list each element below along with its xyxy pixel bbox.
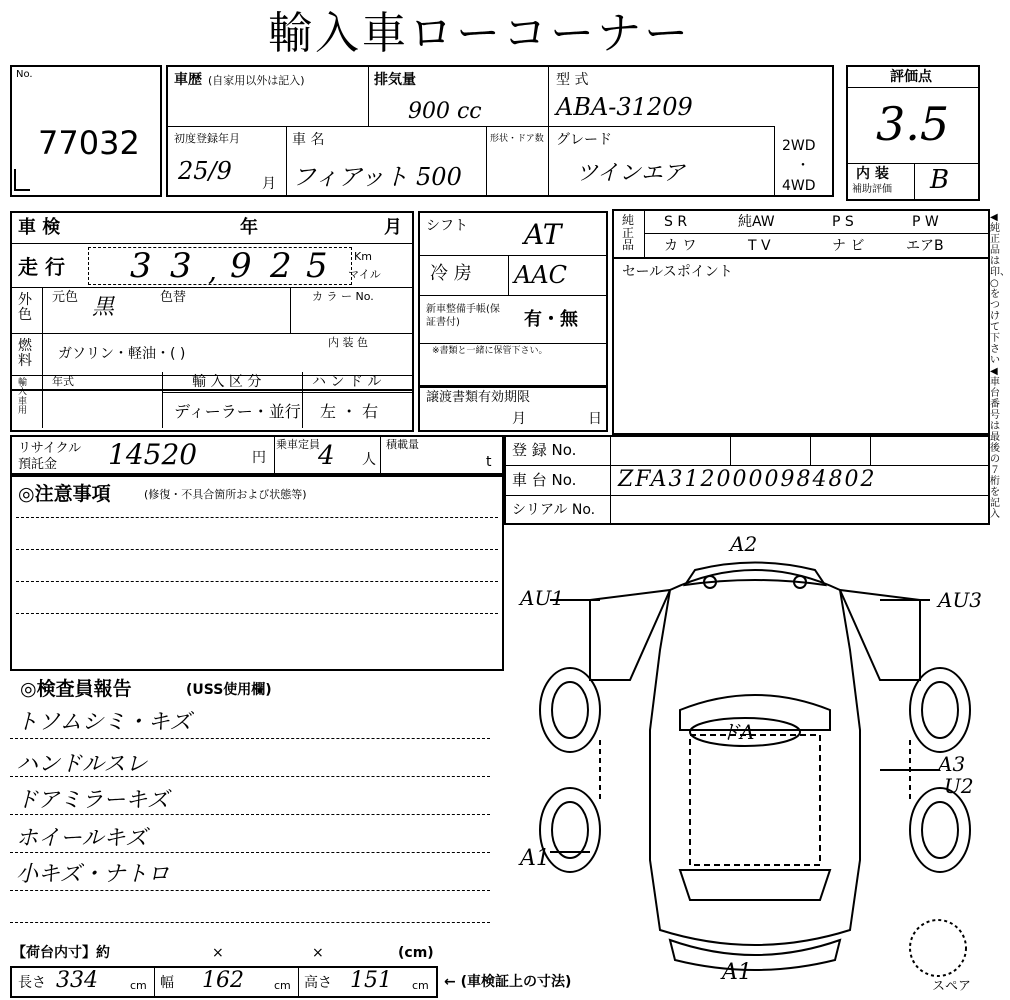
equip-aw: 純AW (738, 214, 775, 230)
chassis-no-label: 車 台 No. (512, 471, 577, 489)
score-box (846, 65, 980, 201)
score-label: 評価点 (890, 69, 932, 85)
first-reg-value: 25/9 (178, 157, 232, 185)
damage-label-a3: A3 (938, 752, 966, 776)
inspector-title: ◎検査員報告 (20, 678, 132, 700)
equip-kawa: カ ワ (664, 238, 697, 254)
ac-label: 冷 房 (430, 263, 472, 284)
shift-box (418, 211, 608, 387)
first-reg-unit: 月 (262, 176, 276, 192)
orig-color-value: 黒 (92, 295, 115, 320)
car-name-label: 車 名 (292, 132, 325, 148)
mileage-digit-1: 3 (130, 246, 152, 286)
color-no-label: カ ラ ー No. (312, 290, 374, 303)
mileage-unit-mile: マイル (348, 268, 381, 281)
doc-label: 譲渡書類有効期限 (426, 390, 531, 405)
cargo-x2: × (312, 945, 324, 961)
grade-label: グレード (556, 132, 612, 148)
load-unit: t (486, 454, 492, 470)
equip-ps: P S (832, 214, 854, 230)
lot-number-value: 77032 (38, 124, 140, 162)
damage-label-a1-side: A1 (520, 846, 550, 871)
drive-2wd: 2WD (782, 138, 816, 154)
ext-color-label: 外色 (18, 292, 32, 324)
dims-note: ← (車検証上の寸法) (444, 974, 572, 990)
interior-sub: 補助評価 (852, 184, 892, 195)
service-label: 新車整備手帳(保証書付) (426, 304, 500, 328)
color-change-label: 色替 (160, 290, 187, 305)
grade-value: ツインエア (576, 161, 685, 186)
ac-value: AAC (514, 261, 568, 289)
car-name-value: フィアット 500 (292, 163, 462, 191)
model-label: 型 式 (556, 72, 589, 88)
reg-no-label: 登 録 No. (512, 441, 577, 459)
equipment-box (612, 209, 990, 259)
mileage-digit-2: 3 (170, 246, 192, 286)
load-label: 積載量 (386, 438, 419, 451)
equip-sr: S R (664, 214, 688, 230)
doc-day: 日 (588, 411, 602, 427)
caution-title: ◎注意事項 (18, 483, 111, 505)
height-label: 高さ (304, 975, 332, 991)
lot-number-box (10, 65, 162, 197)
equip-tv: T V (748, 238, 771, 254)
report-line-4: ホイールキズ (16, 826, 148, 851)
damage-label-a1-rear: A1 (722, 960, 752, 985)
width-label: 幅 (160, 975, 174, 991)
history-label: 車歴 (174, 72, 202, 88)
mileage-digit-3: 9 (230, 246, 252, 286)
history-note: (自家用以外は記入) (208, 74, 305, 87)
shift-value: AT (524, 218, 562, 251)
damage-label-au3: AU3 (938, 588, 983, 612)
capacity-value: 4 (318, 441, 335, 471)
mileage-digit-5: 5 (306, 246, 328, 286)
shaken-label: 車 検 (18, 217, 61, 238)
doc-box (418, 386, 608, 432)
car-body (650, 570, 860, 945)
registration-box (504, 435, 990, 525)
shape-label: 形状・ドア数 (490, 134, 544, 144)
shaken-year: 年 (240, 217, 258, 238)
recycle-box (10, 435, 504, 475)
spare-label: スペア (932, 979, 972, 994)
capacity-label: 乗車定員 (276, 438, 320, 451)
interior-value: B (930, 165, 950, 195)
year-type-label: 年式 (52, 375, 74, 388)
length-unit: cm (130, 979, 147, 992)
length-label: 長さ (18, 975, 46, 991)
interior-color-label: 内 装 色 (328, 336, 368, 349)
damage-label-roof: ドA (720, 720, 755, 744)
dims-box (10, 966, 438, 998)
damage-label-au1: AU1 (520, 586, 565, 610)
recycle-label: リサイクル預託金 (18, 441, 82, 472)
score-value: 3.5 (876, 97, 950, 151)
service-note: ※書類と一緒に保管下さい。 (432, 346, 548, 356)
equip-navi: ナ ビ (832, 238, 865, 254)
cargo-label: 【荷台内寸】約 (12, 945, 110, 961)
orig-color-label: 元色 (52, 290, 79, 305)
capacity-unit: 人 (362, 452, 376, 468)
lot-number-label: No. (16, 69, 33, 80)
chassis-no-value: ZFA3120000984802 (618, 467, 877, 492)
doc-month: 月 (512, 411, 526, 427)
sales-point-label: セールスポイント (622, 264, 733, 280)
caution-sub: (修復・不具合箇所および状態等) (144, 488, 307, 501)
import-box (10, 372, 414, 432)
sales-point-box (612, 257, 990, 435)
fuel-label: 燃料 (18, 338, 32, 370)
serial-no-label: シリアル No. (512, 502, 596, 518)
vehicle-info-box (166, 65, 834, 197)
width-value: 162 (202, 968, 244, 993)
cargo-cm: (cm) (398, 945, 434, 961)
mileage-comma: , (208, 254, 217, 287)
drive-4wd: 4WD (782, 178, 816, 194)
model-value: ABA-31209 (556, 93, 693, 121)
displacement-value: 900 cc (408, 99, 482, 124)
report-line-2: ハンドルスレ (16, 752, 148, 777)
cargo-x1: × (212, 945, 224, 961)
import-label: 輸入車用 (18, 378, 28, 417)
report-line-3: ドアミラーキズ (16, 788, 169, 813)
mileage-unit-km: Km (354, 250, 372, 263)
recycle-unit: 円 (252, 450, 266, 466)
damage-label-u2: U2 (944, 774, 974, 798)
shaken-month: 月 (384, 217, 402, 238)
equip-airbag: エアB (906, 238, 944, 254)
report-line-1: トソムシミ・キズ (16, 710, 192, 735)
first-reg-label: 初度登録年月 (174, 132, 240, 145)
damage-label-a2: A2 (730, 532, 758, 556)
inspector-sub: (USS使用欄) (186, 682, 272, 698)
mileage-label: 走 行 (18, 255, 65, 279)
width-unit: cm (274, 979, 291, 992)
report-line-5: 小キズ・ナトロ (16, 862, 170, 887)
displacement-label: 排気量 (374, 72, 416, 88)
handle-label: ハ ン ド ル (312, 374, 382, 390)
equip-pw: P W (912, 214, 939, 230)
equip-label: 純正品 (622, 213, 635, 253)
drive-dot: ・ (796, 158, 810, 174)
fuel-value: ガソリン・軽油・( ) (58, 346, 186, 362)
length-value: 334 (56, 968, 98, 993)
handle-value: 左 ・ 右 (320, 402, 379, 421)
side-note: ◀純正品は印、○をつけて下さい ◀車台番号は最後の７桁を記入 (990, 212, 1010, 520)
service-value: 有・無 (524, 309, 578, 330)
shift-label: シフト (426, 218, 468, 234)
import-type-label: 輸 入 区 分 (192, 374, 262, 390)
recycle-value: 14520 (108, 438, 198, 471)
page-title: 輸入車ローコーナー (268, 8, 691, 59)
mileage-digit-4: 2 (270, 246, 292, 286)
height-value: 151 (350, 968, 392, 993)
import-type-value: ディーラー・並行 (174, 402, 301, 421)
car-diagram (520, 530, 990, 1000)
interior-label: 内 装 (856, 166, 889, 182)
height-unit: cm (412, 979, 429, 992)
caution-box (10, 475, 504, 671)
